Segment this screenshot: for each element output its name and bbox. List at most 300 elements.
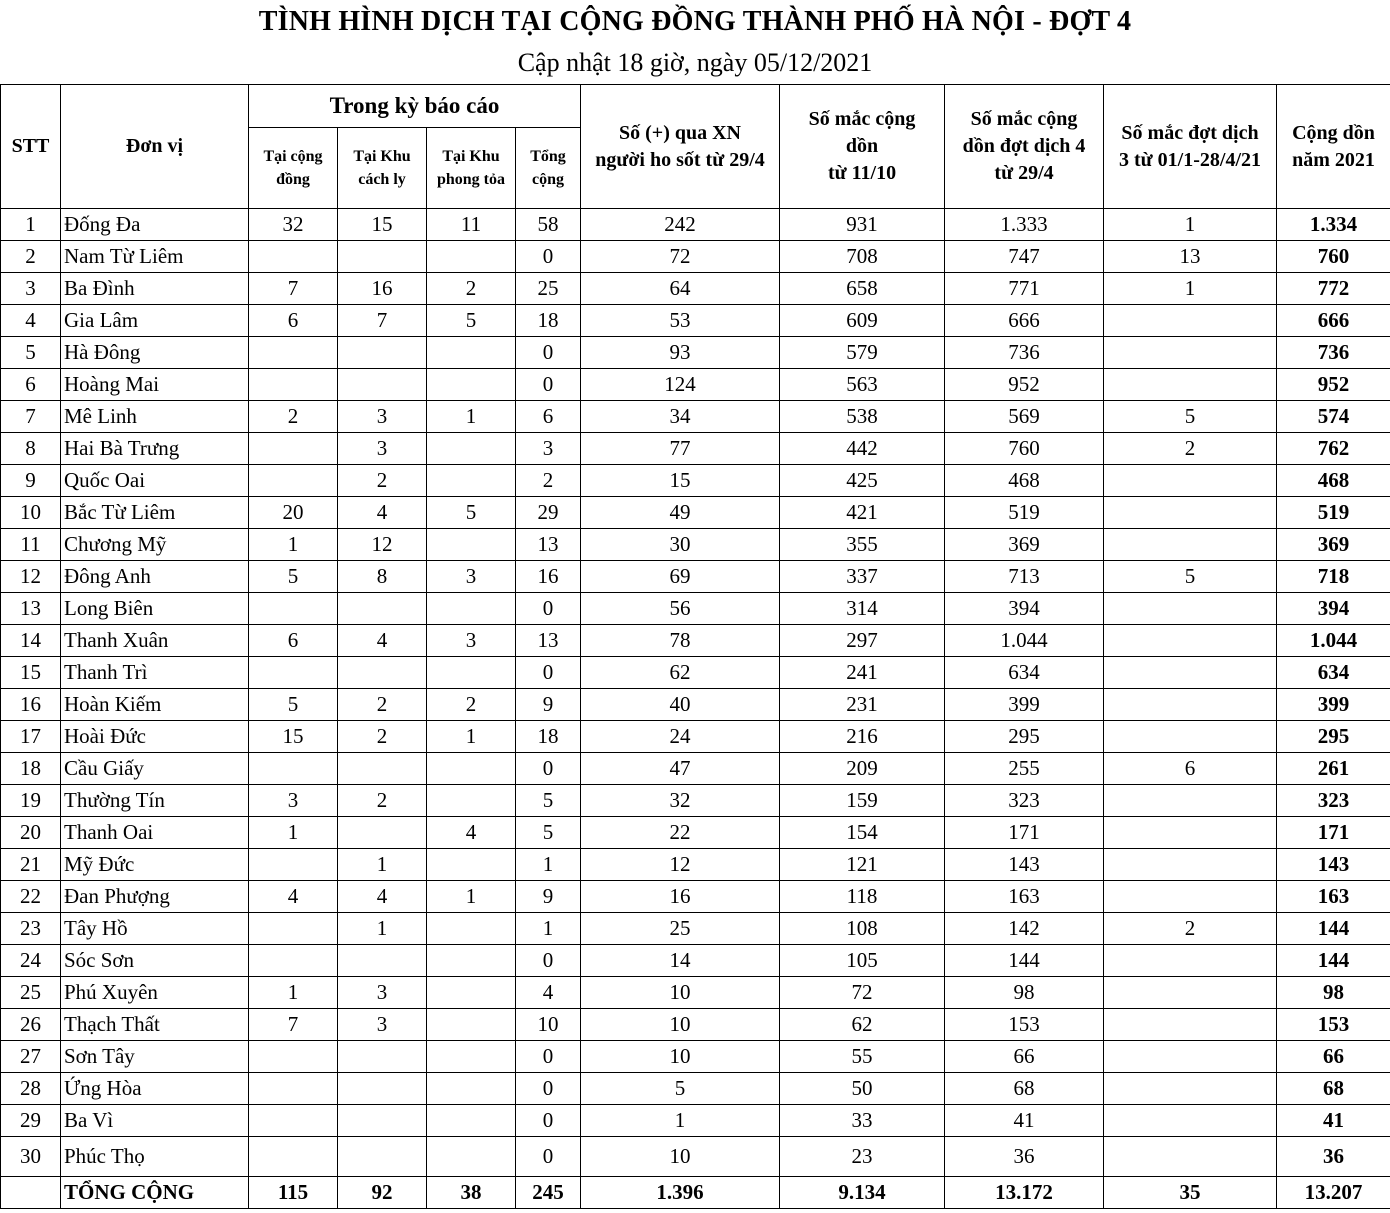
table-row [1, 753, 1390, 785]
cum-1110-cell: 241 [780, 657, 945, 689]
cum-wave4-cell: 519 [945, 497, 1104, 529]
total-cell: 92 [338, 1177, 427, 1209]
fever-test-cell: 10 [581, 977, 780, 1009]
wave3-cell [1104, 817, 1277, 849]
period-total-cell: 3 [516, 433, 581, 465]
covid-cases-table [0, 84, 1390, 1209]
quarantine-cell [338, 337, 427, 369]
table-row [1, 529, 1390, 561]
quarantine-cell: 2 [338, 465, 427, 497]
wave3-cell [1104, 369, 1277, 401]
period-total-cell: 25 [516, 273, 581, 305]
fever-test-cell: 12 [581, 849, 780, 881]
fever-test-cell: 40 [581, 689, 780, 721]
table-row [1, 305, 1390, 337]
lockdown-cell: 4 [427, 817, 516, 849]
year-total-cell: 66 [1277, 1041, 1390, 1073]
quarantine-cell [338, 1041, 427, 1073]
cum-wave4-cell: 1.333 [945, 209, 1104, 241]
community-cell: 3 [249, 785, 338, 817]
wave3-cell [1104, 785, 1277, 817]
year-total-cell: 323 [1277, 785, 1390, 817]
unit-name-cell: Đông Anh [61, 561, 249, 593]
stt-cell: 7 [1, 401, 61, 433]
fever-test-cell: 10 [581, 1009, 780, 1041]
lockdown-cell [427, 1105, 516, 1137]
table-row [1, 561, 1390, 593]
cum-1110-cell: 931 [780, 209, 945, 241]
unit-name-cell: Đan Phượng [61, 881, 249, 913]
fever-test-cell: 242 [581, 209, 780, 241]
stt-cell: 20 [1, 817, 61, 849]
fever-test-cell: 93 [581, 337, 780, 369]
table-row [1, 1137, 1390, 1177]
year-total-cell: 718 [1277, 561, 1390, 593]
cum-wave4-cell: 468 [945, 465, 1104, 497]
period-total-cell: 0 [516, 657, 581, 689]
fever-test-cell: 30 [581, 529, 780, 561]
community-cell: 32 [249, 209, 338, 241]
header-cum-1110: Số mắc cộng dồn từ 11/10 [780, 85, 945, 209]
table-row [1, 465, 1390, 497]
quarantine-cell: 1 [338, 913, 427, 945]
table-body [1, 209, 1390, 1177]
period-total-cell: 18 [516, 721, 581, 753]
total-row [1, 1177, 1390, 1209]
stt-cell: 9 [1, 465, 61, 497]
cum-wave4-cell: 36 [945, 1137, 1104, 1177]
lockdown-cell: 3 [427, 561, 516, 593]
cum-1110-cell: 442 [780, 433, 945, 465]
table-row [1, 721, 1390, 753]
table-row [1, 369, 1390, 401]
table-row [1, 881, 1390, 913]
header-community: Tại cộng đồng [249, 128, 338, 209]
lockdown-cell [427, 1137, 516, 1177]
unit-name-cell: Thạch Thất [61, 1009, 249, 1041]
stt-cell: 27 [1, 1041, 61, 1073]
stt-cell: 8 [1, 433, 61, 465]
community-cell [249, 337, 338, 369]
year-total-cell: 762 [1277, 433, 1390, 465]
year-total-cell: 153 [1277, 1009, 1390, 1041]
total-cell: 1.396 [581, 1177, 780, 1209]
unit-name-cell: Phú Xuyên [61, 977, 249, 1009]
cum-1110-cell: 62 [780, 1009, 945, 1041]
unit-name-cell: Hoàng Mai [61, 369, 249, 401]
wave3-cell [1104, 849, 1277, 881]
table-row [1, 209, 1390, 241]
table-row [1, 849, 1390, 881]
fever-test-cell: 1 [581, 1105, 780, 1137]
cum-1110-cell: 216 [780, 721, 945, 753]
year-total-cell: 36 [1277, 1137, 1390, 1177]
wave3-cell [1104, 465, 1277, 497]
header-stt: STT [1, 85, 61, 209]
unit-name-cell: Hà Đông [61, 337, 249, 369]
unit-name-cell: Ứng Hòa [61, 1073, 249, 1105]
community-cell: 7 [249, 273, 338, 305]
unit-name-cell: Sóc Sơn [61, 945, 249, 977]
cum-wave4-cell: 713 [945, 561, 1104, 593]
cum-1110-cell: 121 [780, 849, 945, 881]
header-quarantine: Tại Khu cách ly [338, 128, 427, 209]
cum-1110-cell: 609 [780, 305, 945, 337]
quarantine-cell: 16 [338, 273, 427, 305]
fever-test-cell: 15 [581, 465, 780, 497]
cum-wave4-cell: 1.044 [945, 625, 1104, 657]
stt-cell: 14 [1, 625, 61, 657]
year-total-cell: 760 [1277, 241, 1390, 273]
period-total-cell: 0 [516, 593, 581, 625]
unit-name-cell: Hai Bà Trưng [61, 433, 249, 465]
fever-test-cell: 64 [581, 273, 780, 305]
total-cell: 38 [427, 1177, 516, 1209]
lockdown-cell: 5 [427, 497, 516, 529]
unit-name-cell: Hoài Đức [61, 721, 249, 753]
lockdown-cell [427, 913, 516, 945]
year-total-cell: 261 [1277, 753, 1390, 785]
cum-1110-cell: 658 [780, 273, 945, 305]
wave3-cell: 6 [1104, 753, 1277, 785]
year-total-cell: 468 [1277, 465, 1390, 497]
wave3-cell [1104, 1073, 1277, 1105]
table-footer [1, 1177, 1390, 1209]
cum-1110-cell: 154 [780, 817, 945, 849]
cum-wave4-cell: 68 [945, 1073, 1104, 1105]
year-total-cell: 144 [1277, 913, 1390, 945]
cum-wave4-cell: 98 [945, 977, 1104, 1009]
cum-wave4-cell: 144 [945, 945, 1104, 977]
unit-name-cell: Thường Tín [61, 785, 249, 817]
community-cell: 2 [249, 401, 338, 433]
report-title: TÌNH HÌNH DỊCH TẠI CỘNG ĐỒNG THÀNH PHỐ HÀ NỘI - ĐỢT 4 [258, 6, 1132, 37]
fever-test-cell: 10 [581, 1041, 780, 1073]
period-total-cell: 18 [516, 305, 581, 337]
period-total-cell: 13 [516, 529, 581, 561]
cum-wave4-cell: 634 [945, 657, 1104, 689]
stt-cell: 10 [1, 497, 61, 529]
year-total-cell: 952 [1277, 369, 1390, 401]
quarantine-cell: 3 [338, 401, 427, 433]
community-cell [249, 433, 338, 465]
fever-test-cell: 47 [581, 753, 780, 785]
unit-name-cell: Gia Lâm [61, 305, 249, 337]
period-total-cell: 0 [516, 945, 581, 977]
table-row [1, 689, 1390, 721]
cum-1110-cell: 421 [780, 497, 945, 529]
stt-cell: 26 [1, 1009, 61, 1041]
quarantine-cell [338, 241, 427, 273]
cum-1110-cell: 579 [780, 337, 945, 369]
quarantine-cell: 15 [338, 209, 427, 241]
lockdown-cell [427, 753, 516, 785]
table-row [1, 945, 1390, 977]
header-year-total: Cộng dồn năm 2021 [1277, 85, 1390, 209]
year-total-cell: 143 [1277, 849, 1390, 881]
community-cell [249, 945, 338, 977]
unit-name-cell: Thanh Xuân [61, 625, 249, 657]
cum-1110-cell: 108 [780, 913, 945, 945]
community-cell [249, 1041, 338, 1073]
year-total-cell: 41 [1277, 1105, 1390, 1137]
stt-cell: 11 [1, 529, 61, 561]
fever-test-cell: 69 [581, 561, 780, 593]
header-fever: Số (+) qua XN người ho sốt từ 29/4 [581, 85, 780, 209]
year-total-cell: 399 [1277, 689, 1390, 721]
stt-cell: 2 [1, 241, 61, 273]
cum-wave4-cell: 171 [945, 817, 1104, 849]
stt-cell: 17 [1, 721, 61, 753]
unit-name-cell: Nam Từ Liêm [61, 241, 249, 273]
wave3-cell [1104, 977, 1277, 1009]
community-cell [249, 465, 338, 497]
community-cell: 20 [249, 497, 338, 529]
lockdown-cell [427, 465, 516, 497]
community-cell: 6 [249, 305, 338, 337]
fever-test-cell: 34 [581, 401, 780, 433]
cum-wave4-cell: 771 [945, 273, 1104, 305]
table-row [1, 1009, 1390, 1041]
community-cell: 6 [249, 625, 338, 657]
year-total-cell: 98 [1277, 977, 1390, 1009]
fever-test-cell: 53 [581, 305, 780, 337]
year-total-cell: 1.044 [1277, 625, 1390, 657]
wave3-cell [1104, 337, 1277, 369]
period-total-cell: 0 [516, 1073, 581, 1105]
community-cell [249, 369, 338, 401]
year-total-cell: 1.334 [1277, 209, 1390, 241]
cum-wave4-cell: 736 [945, 337, 1104, 369]
cum-wave4-cell: 569 [945, 401, 1104, 433]
wave3-cell [1104, 529, 1277, 561]
wave3-cell: 2 [1104, 433, 1277, 465]
total-cell: 115 [249, 1177, 338, 1209]
table-row [1, 337, 1390, 369]
period-total-cell: 9 [516, 881, 581, 913]
lockdown-cell [427, 529, 516, 561]
wave3-cell [1104, 657, 1277, 689]
year-total-cell: 574 [1277, 401, 1390, 433]
fever-test-cell: 25 [581, 913, 780, 945]
period-total-cell: 9 [516, 689, 581, 721]
period-total-cell: 5 [516, 785, 581, 817]
fever-test-cell: 24 [581, 721, 780, 753]
cum-wave4-cell: 747 [945, 241, 1104, 273]
period-total-cell: 0 [516, 1105, 581, 1137]
community-cell [249, 1105, 338, 1137]
period-total-cell: 0 [516, 753, 581, 785]
lockdown-cell [427, 1009, 516, 1041]
unit-name-cell: Long Biên [61, 593, 249, 625]
lockdown-cell: 2 [427, 273, 516, 305]
quarantine-cell [338, 1073, 427, 1105]
period-total-cell: 58 [516, 209, 581, 241]
cum-1110-cell: 708 [780, 241, 945, 273]
fever-test-cell: 22 [581, 817, 780, 849]
cum-1110-cell: 105 [780, 945, 945, 977]
stt-cell: 3 [1, 273, 61, 305]
fever-test-cell: 62 [581, 657, 780, 689]
stt-cell: 23 [1, 913, 61, 945]
cum-1110-cell: 50 [780, 1073, 945, 1105]
stt-cell: 25 [1, 977, 61, 1009]
quarantine-cell: 3 [338, 433, 427, 465]
fever-test-cell: 49 [581, 497, 780, 529]
unit-name-cell: Đống Đa [61, 209, 249, 241]
period-total-cell: 1 [516, 913, 581, 945]
community-cell [249, 753, 338, 785]
period-total-cell: 2 [516, 465, 581, 497]
lockdown-cell: 1 [427, 881, 516, 913]
wave3-cell [1104, 593, 1277, 625]
stt-cell: 13 [1, 593, 61, 625]
header-unit: Đơn vị [61, 85, 249, 209]
year-total-cell: 519 [1277, 497, 1390, 529]
community-cell [249, 913, 338, 945]
quarantine-cell [338, 369, 427, 401]
year-total-cell: 634 [1277, 657, 1390, 689]
year-total-cell: 68 [1277, 1073, 1390, 1105]
unit-name-cell: Chương Mỹ [61, 529, 249, 561]
fever-test-cell: 56 [581, 593, 780, 625]
community-cell [249, 1137, 338, 1177]
stt-cell: 19 [1, 785, 61, 817]
wave3-cell [1104, 945, 1277, 977]
lockdown-cell [427, 945, 516, 977]
cum-1110-cell: 231 [780, 689, 945, 721]
cum-wave4-cell: 666 [945, 305, 1104, 337]
lockdown-cell [427, 657, 516, 689]
quarantine-cell: 4 [338, 881, 427, 913]
unit-name-cell: Ba Đình [61, 273, 249, 305]
cum-1110-cell: 425 [780, 465, 945, 497]
community-cell [249, 849, 338, 881]
cum-1110-cell: 33 [780, 1105, 945, 1137]
year-total-cell: 772 [1277, 273, 1390, 305]
cum-1110-cell: 337 [780, 561, 945, 593]
total-cell: 245 [516, 1177, 581, 1209]
lockdown-cell [427, 337, 516, 369]
header-period-total: Tổng cộng [516, 128, 581, 209]
cum-wave4-cell: 255 [945, 753, 1104, 785]
period-total-cell: 10 [516, 1009, 581, 1041]
header-lockdown: Tại Khu phong tỏa [427, 128, 516, 209]
total-cell: 9.134 [780, 1177, 945, 1209]
quarantine-cell: 2 [338, 721, 427, 753]
quarantine-cell: 3 [338, 1009, 427, 1041]
wave3-cell: 2 [1104, 913, 1277, 945]
cum-wave4-cell: 323 [945, 785, 1104, 817]
stt-cell: 24 [1, 945, 61, 977]
cum-wave4-cell: 952 [945, 369, 1104, 401]
cum-wave4-cell: 399 [945, 689, 1104, 721]
lockdown-cell [427, 1041, 516, 1073]
quarantine-cell: 4 [338, 625, 427, 657]
cum-1110-cell: 72 [780, 977, 945, 1009]
cum-1110-cell: 355 [780, 529, 945, 561]
cum-wave4-cell: 153 [945, 1009, 1104, 1041]
fever-test-cell: 72 [581, 241, 780, 273]
table-row [1, 273, 1390, 305]
table-row [1, 241, 1390, 273]
lockdown-cell [427, 1073, 516, 1105]
year-total-cell: 736 [1277, 337, 1390, 369]
stt-cell: 28 [1, 1073, 61, 1105]
community-cell: 5 [249, 689, 338, 721]
wave3-cell [1104, 1137, 1277, 1177]
lockdown-cell: 5 [427, 305, 516, 337]
lockdown-cell: 1 [427, 721, 516, 753]
wave3-cell [1104, 721, 1277, 753]
unit-name-cell: Cầu Giấy [61, 753, 249, 785]
total-cell: 13.207 [1277, 1177, 1390, 1209]
lockdown-cell [427, 785, 516, 817]
cum-1110-cell: 314 [780, 593, 945, 625]
table-row [1, 625, 1390, 657]
community-cell [249, 241, 338, 273]
table-row [1, 1073, 1390, 1105]
fever-test-cell: 77 [581, 433, 780, 465]
wave3-cell: 1 [1104, 209, 1277, 241]
fever-test-cell: 5 [581, 1073, 780, 1105]
unit-name-cell: Tây Hồ [61, 913, 249, 945]
stt-cell: 30 [1, 1137, 61, 1177]
cum-wave4-cell: 41 [945, 1105, 1104, 1137]
quarantine-cell: 1 [338, 849, 427, 881]
quarantine-cell: 4 [338, 497, 427, 529]
stt-cell: 18 [1, 753, 61, 785]
quarantine-cell: 8 [338, 561, 427, 593]
table-row [1, 785, 1390, 817]
quarantine-cell [338, 1137, 427, 1177]
community-cell: 4 [249, 881, 338, 913]
table-row [1, 1041, 1390, 1073]
unit-name-cell: Ba Vì [61, 1105, 249, 1137]
stt-cell: 4 [1, 305, 61, 337]
quarantine-cell: 2 [338, 689, 427, 721]
lockdown-cell: 2 [427, 689, 516, 721]
total-cell [1, 1177, 61, 1209]
unit-name-cell: Thanh Trì [61, 657, 249, 689]
quarantine-cell [338, 945, 427, 977]
year-total-cell: 171 [1277, 817, 1390, 849]
total-cell: 13.172 [945, 1177, 1104, 1209]
cum-wave4-cell: 394 [945, 593, 1104, 625]
community-cell [249, 1073, 338, 1105]
cum-1110-cell: 538 [780, 401, 945, 433]
community-cell: 1 [249, 529, 338, 561]
total-label: TỔNG CỘNG [61, 1177, 249, 1209]
wave3-cell [1104, 1105, 1277, 1137]
wave3-cell [1104, 881, 1277, 913]
cum-1110-cell: 209 [780, 753, 945, 785]
period-total-cell: 0 [516, 1041, 581, 1073]
community-cell: 5 [249, 561, 338, 593]
fever-test-cell: 10 [581, 1137, 780, 1177]
period-total-cell: 29 [516, 497, 581, 529]
quarantine-cell [338, 593, 427, 625]
stt-cell: 22 [1, 881, 61, 913]
wave3-cell: 5 [1104, 401, 1277, 433]
quarantine-cell [338, 1105, 427, 1137]
year-total-cell: 666 [1277, 305, 1390, 337]
stt-cell: 1 [1, 209, 61, 241]
table-row [1, 817, 1390, 849]
period-total-cell: 1 [516, 849, 581, 881]
unit-name-cell: Thanh Oai [61, 817, 249, 849]
cum-wave4-cell: 163 [945, 881, 1104, 913]
